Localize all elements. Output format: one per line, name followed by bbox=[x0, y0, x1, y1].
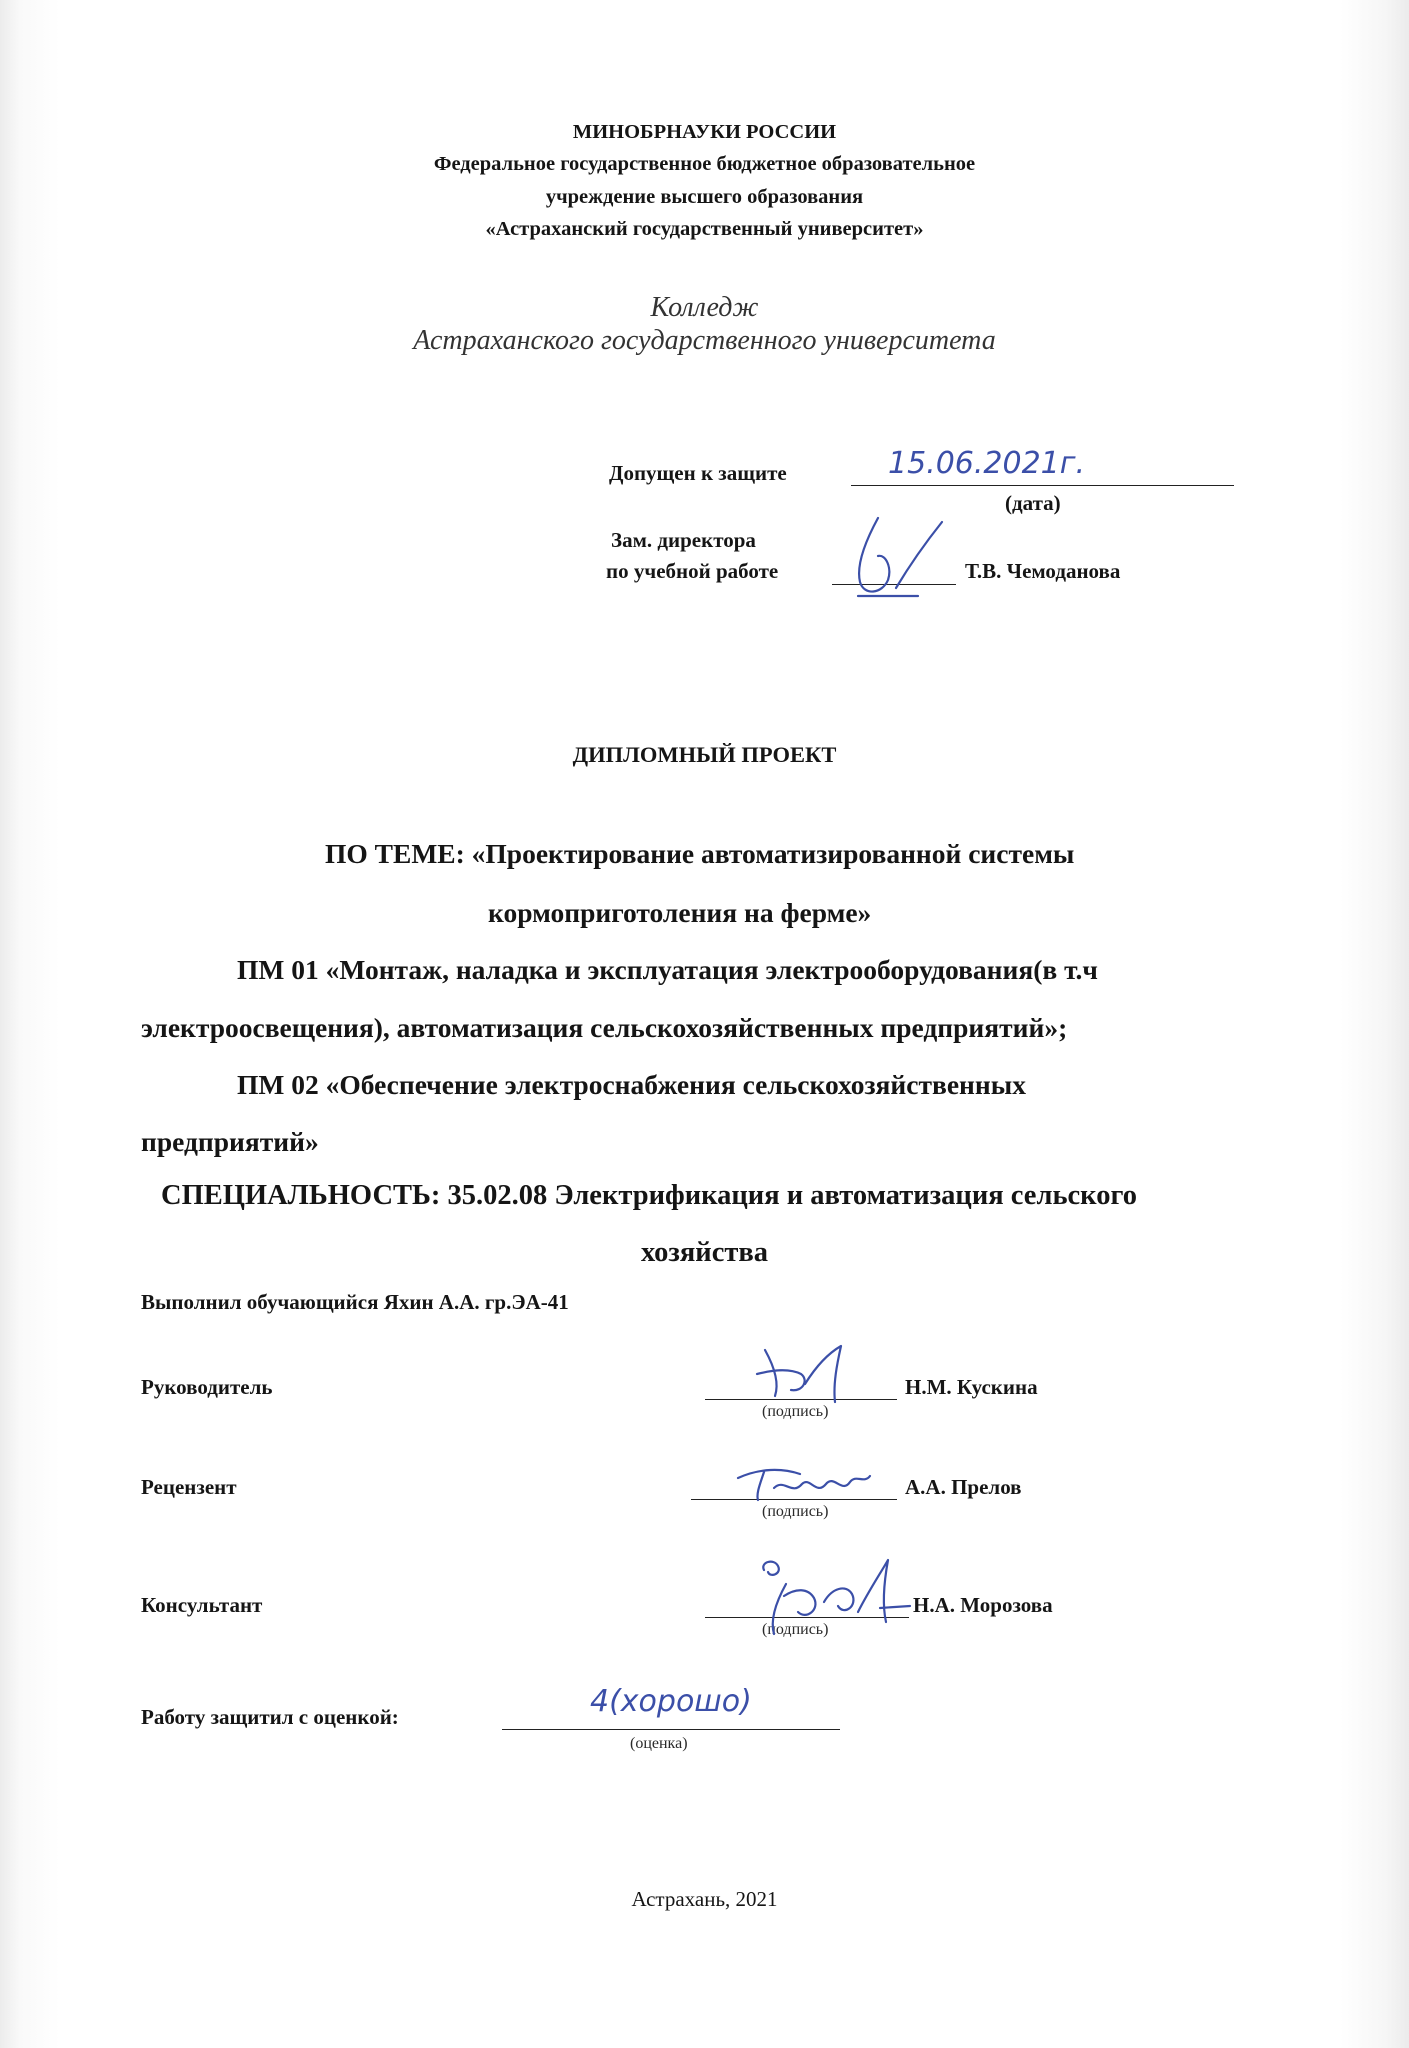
executor-line: Выполнил обучающийся Яхин А.А. гр.ЭА-41 bbox=[141, 1290, 569, 1314]
pm01-line: электроосвещения), автоматизация сельскохозяйственных предприятий»; bbox=[141, 1012, 1068, 1043]
supervisor-label: Руководитель bbox=[141, 1375, 273, 1399]
deputy-title-2: по учебной работе bbox=[606, 559, 779, 583]
reviewer-signature-icon bbox=[730, 1462, 880, 1506]
admitted-label: Допущен к защите bbox=[609, 461, 787, 485]
college-title: Колледж bbox=[650, 292, 759, 323]
institution-line: учреждение высшего образования bbox=[545, 186, 864, 208]
pm02-line: ПМ 02 «Обеспечение электроснабжения сельскохозяйственных bbox=[237, 1069, 1026, 1100]
institution-line: Федеральное государственное бюджетное образовательное bbox=[433, 153, 976, 175]
date-line bbox=[851, 485, 1234, 486]
signature-caption: (подпись) bbox=[762, 1403, 829, 1420]
city-year: Астрахань, 2021 bbox=[631, 1887, 778, 1911]
signature-caption: (подпись) bbox=[762, 1621, 829, 1638]
deputy-name: Т.В. Чемоданова bbox=[965, 559, 1121, 583]
consultant-name: Н.А. Морозова bbox=[913, 1593, 1053, 1617]
ministry-title: МИНОБРНАУКИ РОССИИ bbox=[572, 121, 837, 143]
topic-line: кормоприготоления на ферме» bbox=[488, 897, 872, 928]
reviewer-name: А.А. Прелов bbox=[905, 1475, 1022, 1499]
deputy-title: Зам. директора bbox=[611, 528, 756, 552]
grade-handwritten: 4(хорошо) bbox=[590, 1684, 752, 1719]
signature-caption: (подпись) bbox=[762, 1503, 829, 1520]
specialty-line: СПЕЦИАЛЬНОСТЬ: 35.02.08 Электрификация и автоматизация сельского bbox=[161, 1180, 1137, 1211]
date-caption: (дата) bbox=[1005, 491, 1061, 515]
reviewer-label: Рецензент bbox=[141, 1475, 237, 1499]
document-type: ДИПЛОМНЫЙ ПРОЕКТ bbox=[572, 742, 837, 767]
consultant-label: Консультант bbox=[141, 1593, 263, 1617]
deputy-signature-icon bbox=[838, 510, 958, 600]
university-name: «Астраханский государственный университет» bbox=[485, 218, 924, 240]
pm01-line: ПМ 01 «Монтаж, наладка и эксплуатация электрооборудования(в т.ч bbox=[237, 954, 1098, 985]
grade-label: Работу защитил с оценкой: bbox=[141, 1705, 399, 1729]
college-subtitle: Астраханского государственного университета bbox=[413, 325, 996, 356]
grade-line bbox=[502, 1729, 840, 1730]
grade-caption: (оценка) bbox=[630, 1735, 688, 1752]
admitted-date-handwritten: 15.06.2021г. bbox=[888, 446, 1086, 481]
supervisor-name: Н.М. Кускина bbox=[905, 1375, 1038, 1399]
specialty-line: хозяйства bbox=[641, 1237, 768, 1268]
pm02-line: предприятий» bbox=[141, 1126, 319, 1157]
supervisor-signature-icon bbox=[745, 1340, 855, 1410]
topic-line: ПО ТЕМЕ: «Проектирование автоматизированной системы bbox=[325, 838, 1075, 869]
consultant-signature-icon bbox=[740, 1548, 920, 1648]
